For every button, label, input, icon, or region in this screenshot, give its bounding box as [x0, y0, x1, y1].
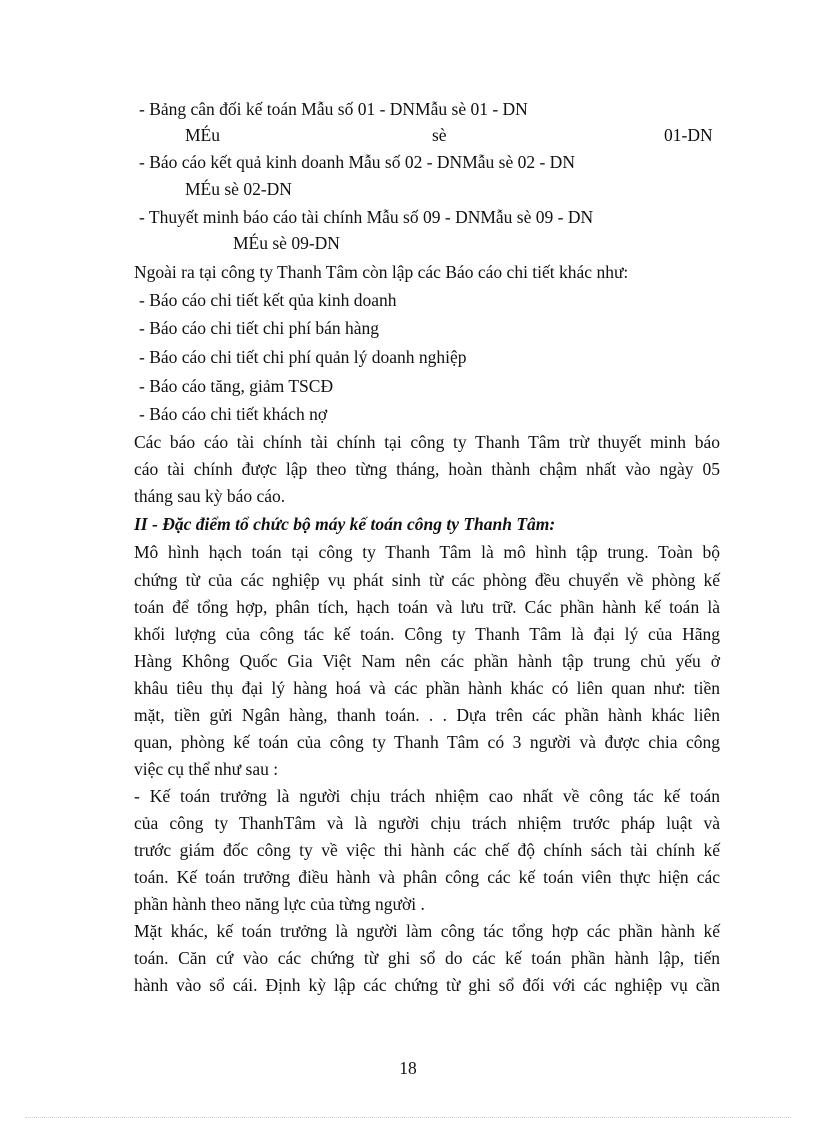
- section-heading-title: Đặc điểm tổ chức bộ máy kế toán công ty Thanh Tâm:: [162, 514, 556, 534]
- schedule-paragraph-line: tháng sau kỳ báo cáo.: [134, 486, 286, 506]
- section-heading: [134, 513, 555, 535]
- schedule-paragraph-line: Các báo cáo tài chính tài chính tại công ty Thanh Tâm trừ thuyết minh báo: [134, 432, 720, 452]
- model-paragraph-line: khâu tiêu thụ đại lý hàng hoá và các phần hành khác có liên quan như: tiền: [134, 678, 720, 698]
- detail-report-item: - Báo cáo tăng, giảm TSCĐ: [139, 376, 334, 396]
- chief-accountant-line: phần hành theo năng lực của từng người .: [134, 894, 425, 914]
- detail-reports-intro: Ngoài ra tại công ty Thanh Tâm còn lập các Báo cáo chi tiết khác như:: [134, 262, 629, 282]
- report-line-form-09: MÉu sè 09-DN: [233, 233, 340, 253]
- other-paragraph-line: toán. Căn cứ vào các chứng từ ghi sổ do các kế toán phần hành lập, tiến: [134, 948, 720, 968]
- chief-accountant-line: toán. Kế toán trưởng điều hành và phân công các kế toán viên thực hiện các: [134, 867, 720, 887]
- chief-accountant-line: của công ty ThanhTâm và là người chịu trách nhiệm trước pháp luật và: [134, 813, 720, 833]
- detail-report-item: - Báo cáo chi tiết kết qủa kinh doanh: [139, 290, 397, 310]
- report-line-form-fragment-3: 01-DN: [664, 125, 713, 145]
- model-paragraph-line: quan, phòng kế toán của công ty Thanh Tâm có 3 người và được chia công: [134, 732, 720, 752]
- detail-report-item: - Báo cáo chi tiết chi phí quản lý doanh nghiệp: [139, 347, 467, 367]
- detail-report-item: - Báo cáo chi tiết chi phí bán hàng: [139, 318, 380, 338]
- model-paragraph-line: việc cụ thể như sau :: [134, 759, 279, 779]
- section-heading-number: II -: [134, 514, 163, 534]
- model-paragraph-line: khối lượng của công tác kế toán. Công ty Thanh Tâm là đại lý của Hãng: [134, 624, 720, 644]
- chief-accountant-line: - Kế toán trưởng là người chịu trách nhiệm cao nhất về công tác kế toán: [134, 786, 720, 806]
- report-line-balance-sheet: - Bảng cân đối kế toán Mẫu số 01 - DNMẫu sè 01 - DN: [139, 99, 528, 119]
- report-line-income-statement: - Báo cáo kết quả kinh doanh Mẫu số 02 - DNMẫu sè 02 - DN: [139, 152, 575, 172]
- other-paragraph-line: Mặt khác, kế toán trưởng là người làm công tác tổng hợp các phần hành kế: [134, 921, 720, 941]
- detail-report-item: - Báo cáo chi tiết khách nợ: [139, 404, 328, 424]
- report-line-notes: - Thuyết minh báo cáo tài chính Mẫu số 09 - DNMẫu sè 09 - DN: [139, 207, 594, 227]
- schedule-paragraph-line: cáo tài chính được lập theo từng tháng, hoàn thành chậm nhất vào ngày 05: [134, 459, 720, 479]
- page-bottom-divider: [25, 1117, 791, 1118]
- page-number: 18: [399, 1058, 417, 1078]
- report-line-form-fragment-1: MÉu: [185, 125, 220, 145]
- report-line-form-fragment-2: sè: [432, 125, 447, 145]
- model-paragraph-line: chứng từ của các nghiệp vụ phát sinh từ các phòng đều chuyển về phòng kế: [134, 570, 720, 590]
- model-paragraph-line: mặt, tiền gửi Ngân hàng, thanh toán. . . Dựa trên các phần hành khác liên: [134, 705, 720, 725]
- chief-accountant-line: trước giám đốc công ty về việc thi hành các chế độ chính sách tài chính kế: [134, 840, 720, 860]
- model-paragraph-line: toán để tổng hợp, phân tích, hạch toán và lưu trữ. Các phần hành kế toán là: [134, 597, 720, 617]
- report-line-form-02: MÉu sè 02-DN: [185, 179, 292, 199]
- model-paragraph-line: Hàng Không Quốc Gia Việt Nam nên các phần hành tập trung chủ yếu ở: [134, 651, 720, 671]
- model-paragraph-line: Mô hình hạch toán tại công ty Thanh Tâm là mô hình tập trung. Toàn bộ: [134, 542, 720, 562]
- other-paragraph-line: hành vào sổ cái. Định kỳ lập các chứng từ ghi sổ đối với các nghiệp vụ cần: [134, 975, 720, 995]
